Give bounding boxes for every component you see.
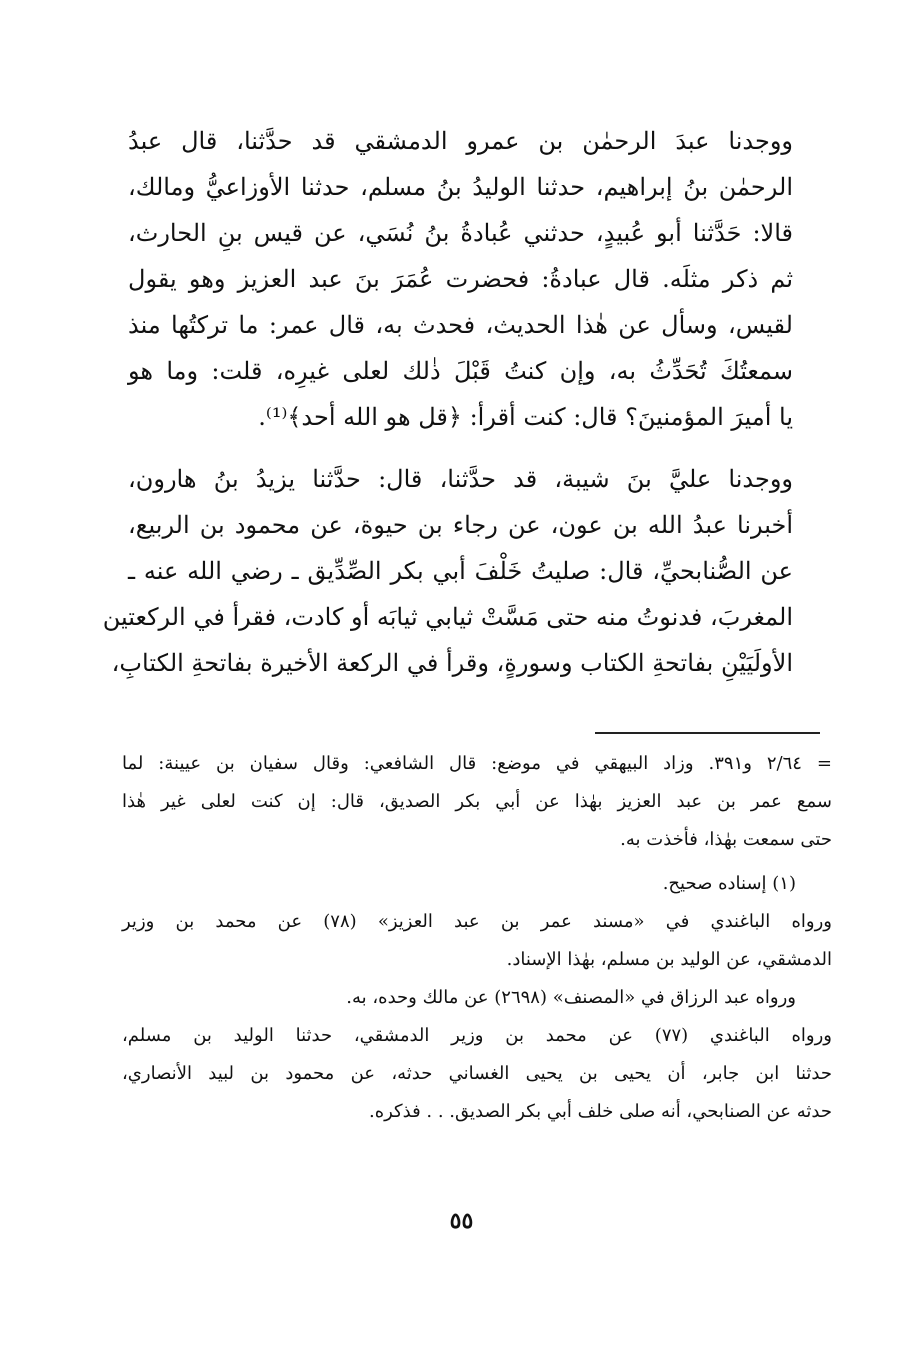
footnote-line: = ٢/٦٤ و٣٩١. وزاد البيهقي في موضع: قال الشافعي: وقال سفيان بن عيينة: لما: [122, 753, 832, 774]
footnote-line: الدمشقي، عن الوليد بن مسلم، بهٰذا الإسناد.: [506, 949, 832, 970]
text-line: قالا: حَدَّثنا أبو عُبيدٍ، حدثني عُبادةُ بنُ نُسَي، عن قيس بنِ الحارث،: [128, 219, 793, 247]
footnote-line: حتى سمعت بهٰذا، فأخذت به.: [620, 829, 832, 850]
text-line: يا أميرَ المؤمنينَ؟ قال: كنت أقرأ: ﴿قل هو الله أحد﴾⁽¹⁾.: [258, 403, 793, 431]
text-line: سمعتُكَ تُحَدِّثُ به، وإن كنتُ قَبْلَ ذٰلك لعلى غيرِه، قلت: وما هو: [128, 357, 793, 385]
footnote-line: ورواه عبد الرزاق في «المصنف» (٢٦٩٨) عن مالك وحده، به.: [346, 987, 796, 1008]
footnote-line: سمع عمر بن عبد العزيز بهٰذا عن أبي بكر الصديق، قال: إن كنت لعلى غير هٰذا: [122, 791, 832, 812]
page-number: ٥٥: [449, 1208, 474, 1234]
footnote-1-title: (١) إسناده صحيح.: [662, 873, 796, 894]
footnote-line: ورواه الباغندي في «مسند عمر بن عبد العزيز» (٧٨) عن محمد بن وزير: [122, 911, 832, 932]
text-line: ثم ذكر مثلَه. قال عبادةُ: فحضرت عُمَرَ بنَ عبد العزيز وهو يقول: [128, 265, 793, 293]
text-line: لقيس، وسأل عن هٰذا الحديث، فحدث به، قال عمر: ما تركتُها منذ: [128, 311, 793, 339]
footnote-divider: [595, 732, 820, 734]
footnotes: [122, 745, 832, 1131]
paragraph-2: [102, 456, 793, 686]
text-line: الأولَيَيْنِ بفاتحةِ الكتاب وسورةٍ، وقرأ في الركعة الأخيرة بفاتحةِ الكتابِ،: [111, 649, 793, 677]
footnote-line: حدثه عن الصنابحي، أنه صلى خلف أبي بكر الصديق. . . فذكره.: [368, 1101, 832, 1122]
text-line: عن الصُّنابحيِّ، قال: صليتُ خَلْفَ أبي بكر الصِّدِّيق ـ رضي الله عنه ـ: [128, 557, 793, 585]
text-line: الرحمٰن بنُ إبراهيم، حدثنا الوليدُ بنُ مسلم، حدثنا الأوزاعيُّ ومالك،: [128, 173, 793, 201]
paragraph-1: [128, 118, 793, 440]
text-line: ووجدنا عبدَ الرحمٰن بن عمرو الدمشقي قد حدَّثنا، قال عبدُ: [128, 127, 793, 155]
text-line: أخبرنا عبدُ الله بن عون، عن رجاء بن حيوة، عن محمود بن الربيع،: [128, 511, 793, 539]
footnote-line: ورواه الباغندي (٧٧) عن محمد بن وزير الدمشقي، حدثنا الوليد بن مسلم،: [122, 1025, 832, 1046]
main-text: [102, 118, 793, 686]
text-line: المغربَ، فدنوتُ منه حتى مَسَّتْ ثيابي ثيابَه أو كادت، فقرأ في الركعتين: [102, 603, 793, 631]
paragraph-gap: [128, 440, 793, 456]
text-line: ووجدنا عليَّ بنَ شيبة، قد حدَّثنا، قال: حدَّثنا يزيدُ بنُ هارون،: [128, 465, 793, 493]
footnote-line: حدثنا ابن جابر، أن يحيى بن يحيى الغساني حدثه، عن محمود بن لبيد الأنصاري،: [122, 1063, 832, 1084]
